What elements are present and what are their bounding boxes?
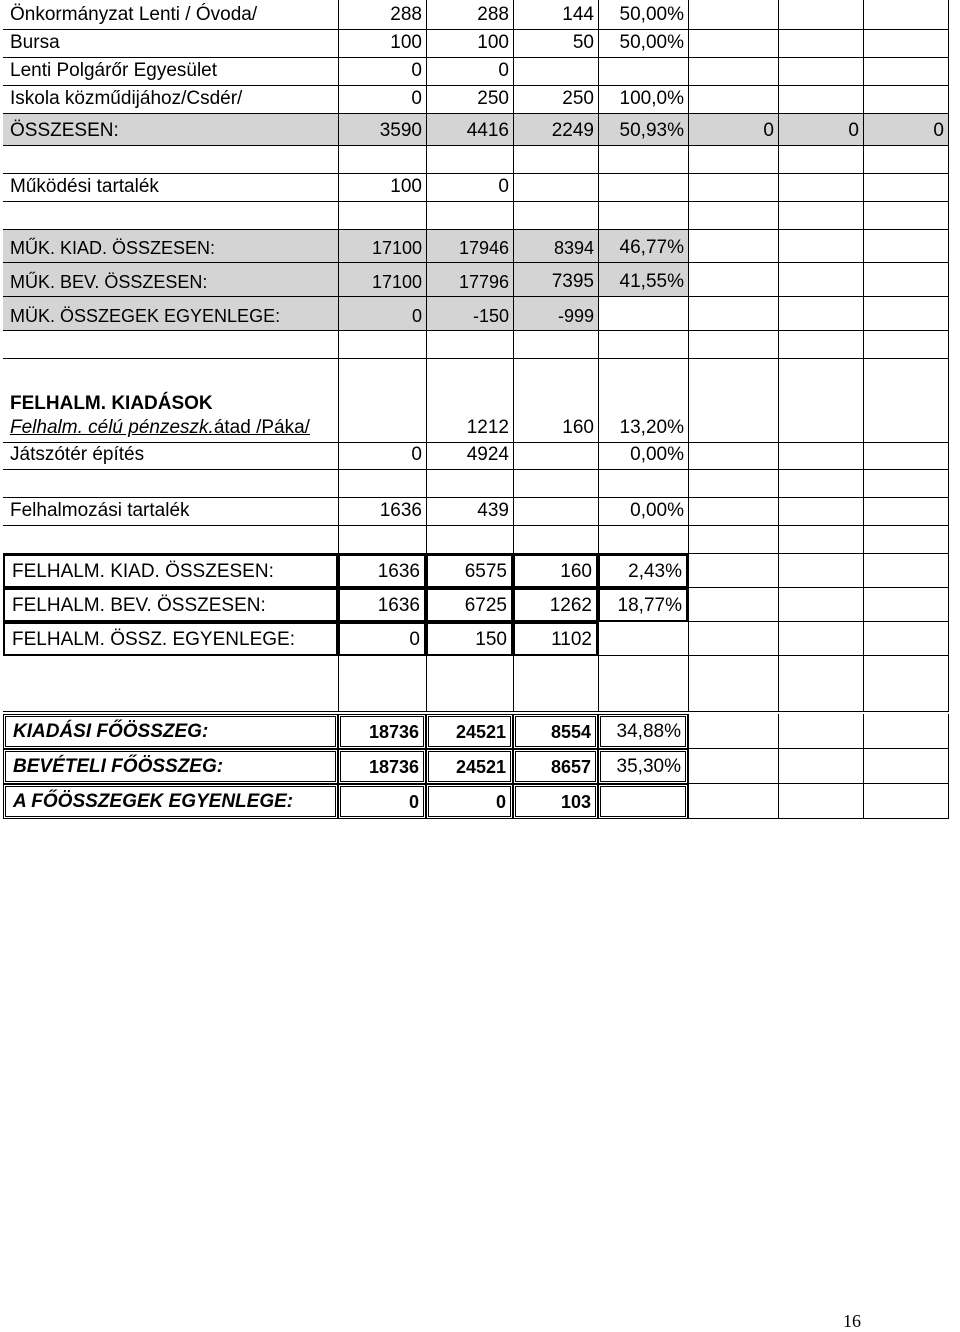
cell-c4 bbox=[598, 622, 688, 656]
cell-c7 bbox=[863, 58, 949, 86]
table-row bbox=[3, 714, 960, 749]
cell-c1: 0 bbox=[338, 58, 426, 86]
cell-c6 bbox=[778, 86, 863, 114]
cell-c3: 50 bbox=[513, 30, 598, 58]
cell-c7 bbox=[863, 0, 949, 30]
cell-c5 bbox=[688, 415, 778, 442]
cell-c5 bbox=[688, 588, 778, 622]
cell-c2 bbox=[426, 656, 513, 712]
cell-c7 bbox=[863, 331, 949, 359]
cell-c2: 0 bbox=[426, 58, 513, 86]
cell-c2: 4416 bbox=[426, 114, 513, 146]
cell-c5 bbox=[688, 146, 778, 174]
cell-c6 bbox=[778, 331, 863, 359]
cell-c1 bbox=[338, 526, 426, 554]
cell-c3 bbox=[513, 174, 598, 202]
cell-c5 bbox=[688, 297, 778, 331]
cell-c2: 6725 bbox=[426, 588, 513, 622]
cell-c1 bbox=[338, 359, 426, 415]
table-row bbox=[3, 554, 960, 588]
cell-c2: 24521 bbox=[426, 749, 513, 784]
cell-c4: 35,30% bbox=[598, 749, 688, 784]
cell-c4 bbox=[598, 470, 688, 498]
cell-c4: 50,00% bbox=[598, 0, 688, 30]
cell-c5 bbox=[688, 714, 778, 749]
cell-c3: 160 bbox=[513, 415, 598, 442]
cell-c5 bbox=[688, 58, 778, 86]
cell-c5 bbox=[688, 331, 778, 359]
cell-c6: 0 bbox=[778, 114, 863, 146]
row-label: Önkormányzat Lenti / Óvoda/ bbox=[3, 0, 338, 30]
row-label: MŰK. BEV. ÖSSZESEN: bbox=[3, 263, 338, 297]
cell-c2: 150 bbox=[426, 622, 513, 656]
cell-c1: 1636 bbox=[338, 554, 426, 588]
cell-c3 bbox=[513, 202, 598, 230]
cell-c1: 0 bbox=[338, 442, 426, 470]
table-row bbox=[3, 202, 960, 230]
cell-c2 bbox=[426, 331, 513, 359]
cell-c5 bbox=[688, 359, 778, 415]
cell-c4: 34,88% bbox=[598, 714, 688, 749]
cell-c3 bbox=[513, 146, 598, 174]
cell-c6 bbox=[778, 30, 863, 58]
cell-c3: 144 bbox=[513, 0, 598, 30]
cell-c3 bbox=[513, 58, 598, 86]
table-row bbox=[3, 498, 960, 526]
cell-c1 bbox=[338, 146, 426, 174]
table-row bbox=[3, 749, 960, 784]
row-label: Felhalmozási tartalék bbox=[3, 498, 338, 526]
cell-c1: 0 bbox=[338, 297, 426, 331]
cell-c7 bbox=[863, 749, 949, 784]
table-row bbox=[3, 526, 960, 554]
cell-c4: 18,77% bbox=[598, 588, 688, 622]
section-heading: FELHALM. KIADÁSOK bbox=[10, 393, 213, 414]
cell-c4 bbox=[598, 526, 688, 554]
cell-c4: 13,20% bbox=[598, 415, 688, 442]
row-label: Lenti Polgárőr Egyesület bbox=[3, 58, 338, 86]
cell-c6 bbox=[778, 230, 863, 263]
cell-c6 bbox=[778, 442, 863, 470]
cell-c1: 18736 bbox=[338, 749, 426, 784]
cell-c1: 18736 bbox=[338, 714, 426, 749]
cell-c1: 288 bbox=[338, 0, 426, 30]
table-row bbox=[3, 0, 960, 30]
cell-c7 bbox=[863, 174, 949, 202]
cell-c6 bbox=[778, 749, 863, 784]
cell-c1: 1636 bbox=[338, 498, 426, 526]
cell-c3: 160 bbox=[513, 554, 598, 588]
table-row bbox=[3, 114, 960, 146]
cell-c3: 7395 bbox=[513, 263, 598, 297]
cell-c6 bbox=[778, 714, 863, 749]
table-row bbox=[3, 622, 960, 656]
row-label bbox=[3, 331, 338, 359]
cell-c6 bbox=[778, 656, 863, 712]
table-row bbox=[3, 359, 960, 415]
cell-c2: 0 bbox=[426, 174, 513, 202]
cell-c6 bbox=[778, 359, 863, 415]
cell-c5 bbox=[688, 86, 778, 114]
cell-c5 bbox=[688, 622, 778, 656]
row-label: ÖSSZESEN: bbox=[3, 114, 338, 146]
cell-c6 bbox=[778, 470, 863, 498]
cell-c4 bbox=[598, 359, 688, 415]
row-label: Játszótér építés bbox=[3, 442, 338, 470]
row-label bbox=[3, 470, 338, 498]
cell-c7 bbox=[863, 498, 949, 526]
table-row bbox=[3, 470, 960, 498]
cell-c4 bbox=[598, 146, 688, 174]
cell-c2: 17796 bbox=[426, 263, 513, 297]
cell-c2: 250 bbox=[426, 86, 513, 114]
cell-c3: 8657 bbox=[513, 749, 598, 784]
cell-c6 bbox=[778, 784, 863, 819]
row-label: MÜK. ÖSSZEGEK EGYENLEGE: bbox=[3, 297, 338, 331]
row-label bbox=[3, 146, 338, 174]
cell-c3 bbox=[513, 498, 598, 526]
cell-c5 bbox=[688, 174, 778, 202]
cell-c5 bbox=[688, 230, 778, 263]
cell-c4 bbox=[598, 784, 688, 819]
cell-c5 bbox=[688, 263, 778, 297]
cell-c2: 100 bbox=[426, 30, 513, 58]
cell-c2: 6575 bbox=[426, 554, 513, 588]
cell-c4: 46,77% bbox=[598, 230, 688, 263]
cell-c7 bbox=[863, 714, 949, 749]
table-row bbox=[3, 174, 960, 202]
cell-c3: 8554 bbox=[513, 714, 598, 749]
cell-c3 bbox=[513, 331, 598, 359]
cell-c2 bbox=[426, 202, 513, 230]
cell-c1 bbox=[338, 202, 426, 230]
cell-c4 bbox=[598, 331, 688, 359]
table-row bbox=[3, 588, 960, 622]
cell-c7 bbox=[863, 470, 949, 498]
row-label bbox=[3, 526, 338, 554]
cell-c5: 0 bbox=[688, 114, 778, 146]
cell-c5 bbox=[688, 442, 778, 470]
cell-c3 bbox=[513, 359, 598, 415]
cell-c5 bbox=[688, 202, 778, 230]
cell-c2: -150 bbox=[426, 297, 513, 331]
cell-c6 bbox=[778, 202, 863, 230]
cell-c7 bbox=[863, 656, 949, 712]
cell-c7 bbox=[863, 30, 949, 58]
cell-c4: 100,0% bbox=[598, 86, 688, 114]
row-label: KIADÁSI FŐÖSSZEG: bbox=[3, 714, 338, 749]
cell-c6 bbox=[778, 588, 863, 622]
cell-c5 bbox=[688, 784, 778, 819]
row-label: Működési tartalék bbox=[3, 174, 338, 202]
cell-c2: 0 bbox=[426, 784, 513, 819]
cell-c2 bbox=[426, 146, 513, 174]
cell-c5 bbox=[688, 526, 778, 554]
cell-c4: 0,00% bbox=[598, 442, 688, 470]
table-row bbox=[3, 86, 960, 114]
table-row bbox=[3, 415, 960, 442]
cell-c4: 50,93% bbox=[598, 114, 688, 146]
table-row bbox=[3, 656, 960, 712]
row-label: BEVÉTELI FŐÖSSZEG: bbox=[3, 749, 338, 784]
table-row bbox=[3, 30, 960, 58]
cell-c6 bbox=[778, 297, 863, 331]
cell-c1 bbox=[338, 470, 426, 498]
cell-c1: 3590 bbox=[338, 114, 426, 146]
cell-c7 bbox=[863, 263, 949, 297]
cell-c1: 0 bbox=[338, 622, 426, 656]
cell-c1: 17100 bbox=[338, 230, 426, 263]
cell-c7 bbox=[863, 784, 949, 819]
row-label: FELHALM. ÖSSZ. EGYENLEGE: bbox=[3, 622, 338, 656]
cell-c2 bbox=[426, 526, 513, 554]
table-row bbox=[3, 58, 960, 86]
cell-c5 bbox=[688, 749, 778, 784]
cell-c3: -999 bbox=[513, 297, 598, 331]
cell-c2: 4924 bbox=[426, 442, 513, 470]
cell-c3: 1102 bbox=[513, 622, 598, 656]
cell-c1: 0 bbox=[338, 784, 426, 819]
row-label bbox=[3, 202, 338, 230]
cell-c7 bbox=[863, 554, 949, 588]
row-label: FELHALM. KIAD. ÖSSZESEN: bbox=[3, 554, 338, 588]
cell-c4: 41,55% bbox=[598, 263, 688, 297]
cell-c3: 8394 bbox=[513, 230, 598, 263]
cell-c7: 0 bbox=[863, 114, 949, 146]
cell-c3: 1262 bbox=[513, 588, 598, 622]
cell-c6 bbox=[778, 58, 863, 86]
row-label: Felhalm. célú pénzeszk.átad /Páka/ bbox=[10, 417, 310, 438]
cell-c1 bbox=[338, 656, 426, 712]
cell-c1: 1636 bbox=[338, 588, 426, 622]
cell-c6 bbox=[778, 526, 863, 554]
row-label: Bursa bbox=[3, 30, 338, 58]
row-label: Iskola közműdijához/Csdér/ bbox=[3, 86, 338, 114]
cell-c1: 100 bbox=[338, 30, 426, 58]
cell-c1 bbox=[338, 331, 426, 359]
cell-c2: 1212 bbox=[426, 415, 513, 442]
cell-c6 bbox=[778, 174, 863, 202]
cell-c4 bbox=[598, 58, 688, 86]
cell-c6 bbox=[778, 622, 863, 656]
cell-c6 bbox=[778, 263, 863, 297]
cell-c7 bbox=[863, 415, 949, 442]
cell-c4: 0,00% bbox=[598, 498, 688, 526]
table-row bbox=[3, 331, 960, 359]
row-label: A FŐÖSSZEGEK EGYENLEGE: bbox=[3, 784, 338, 819]
cell-c6 bbox=[778, 146, 863, 174]
cell-c4 bbox=[598, 174, 688, 202]
cell-c3: 103 bbox=[513, 784, 598, 819]
cell-c7 bbox=[863, 202, 949, 230]
cell-c4: 50,00% bbox=[598, 30, 688, 58]
table-row bbox=[3, 442, 960, 470]
row-label bbox=[3, 656, 338, 712]
table-row bbox=[3, 297, 960, 331]
cell-c6 bbox=[778, 415, 863, 442]
cell-c5 bbox=[688, 656, 778, 712]
cell-c5 bbox=[688, 30, 778, 58]
cell-c5 bbox=[688, 498, 778, 526]
cell-c7 bbox=[863, 230, 949, 263]
cell-c7 bbox=[863, 86, 949, 114]
cell-c2: 288 bbox=[426, 0, 513, 30]
cell-c6 bbox=[778, 0, 863, 30]
row-label: MŰK. KIAD. ÖSSZESEN: bbox=[3, 230, 338, 263]
cell-c5 bbox=[688, 470, 778, 498]
page-number: 16 bbox=[843, 1311, 861, 1331]
cell-c1: 17100 bbox=[338, 263, 426, 297]
cell-c1 bbox=[338, 415, 426, 442]
cell-c6 bbox=[778, 498, 863, 526]
cell-c2: 439 bbox=[426, 498, 513, 526]
row-label: FELHALM. BEV. ÖSSZESEN: bbox=[3, 588, 338, 622]
cell-c3: 2249 bbox=[513, 114, 598, 146]
cell-c7 bbox=[863, 359, 949, 415]
cell-c7 bbox=[863, 146, 949, 174]
cell-c7 bbox=[863, 442, 949, 470]
cell-c7 bbox=[863, 526, 949, 554]
cell-c5 bbox=[688, 554, 778, 588]
cell-c3 bbox=[513, 470, 598, 498]
cell-c3 bbox=[513, 656, 598, 712]
cell-c3 bbox=[513, 526, 598, 554]
table-row bbox=[3, 263, 960, 297]
cell-c2: 17946 bbox=[426, 230, 513, 263]
cell-c2 bbox=[426, 470, 513, 498]
cell-c4 bbox=[598, 656, 688, 712]
cell-c7 bbox=[863, 297, 949, 331]
cell-c2 bbox=[426, 359, 513, 415]
cell-c7 bbox=[863, 588, 949, 622]
cell-c1: 0 bbox=[338, 86, 426, 114]
cell-c4 bbox=[598, 297, 688, 331]
cell-c4: 2,43% bbox=[598, 554, 688, 588]
cell-c3 bbox=[513, 442, 598, 470]
cell-c5 bbox=[688, 0, 778, 30]
cell-c6 bbox=[778, 554, 863, 588]
table-row bbox=[3, 784, 960, 819]
cell-c2: 24521 bbox=[426, 714, 513, 749]
table-row bbox=[3, 230, 960, 263]
cell-c1: 100 bbox=[338, 174, 426, 202]
table-row bbox=[3, 146, 960, 174]
cell-c4 bbox=[598, 202, 688, 230]
cell-c7 bbox=[863, 622, 949, 656]
cell-c3: 250 bbox=[513, 86, 598, 114]
